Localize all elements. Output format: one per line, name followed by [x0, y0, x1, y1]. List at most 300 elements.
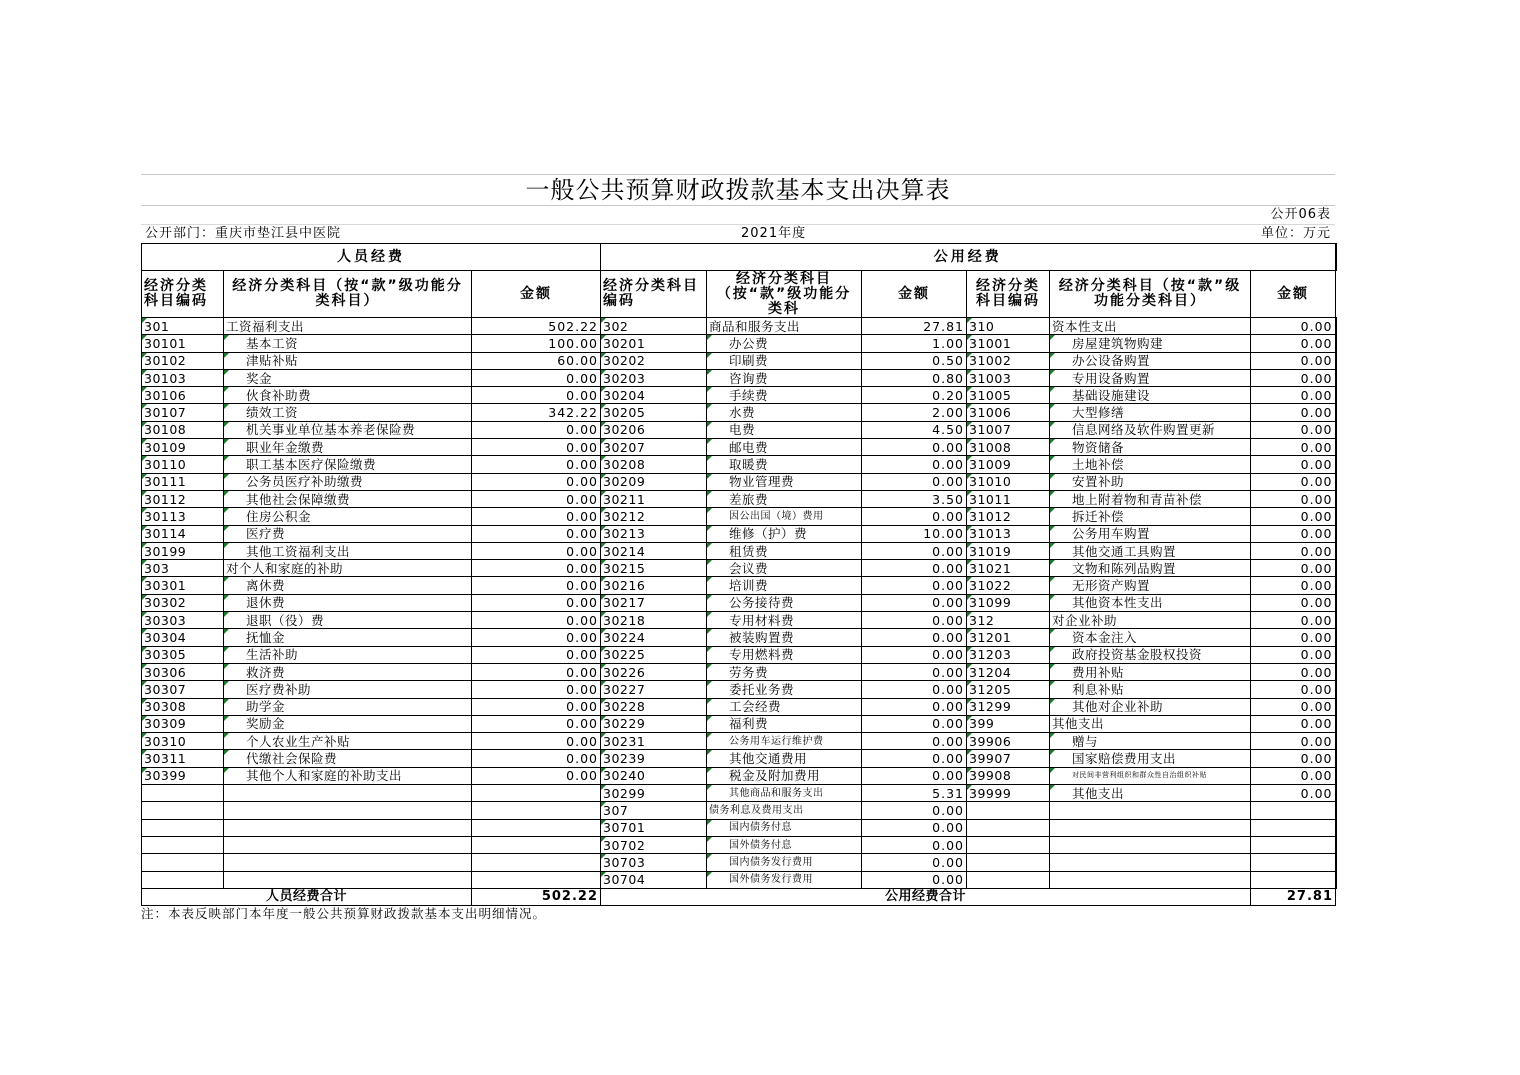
- public-name-cell: 因公出国（境）费用: [707, 508, 862, 525]
- public-code-cell: 307: [601, 802, 707, 819]
- table-row: [142, 456, 1336, 473]
- public-name-cell: 办公费: [707, 335, 862, 352]
- capital-amount-cell: 0.00: [1251, 421, 1336, 438]
- personnel-amount-cell: [472, 785, 601, 802]
- capital-amount-cell: 0.00: [1251, 646, 1336, 663]
- capital-name-cell: 政府投资基金股权投资: [1050, 646, 1251, 663]
- public-amount-cell: 0.00: [862, 663, 967, 680]
- capital-name-cell: 办公设备购置: [1050, 352, 1251, 369]
- personnel-code-cell: 30305: [142, 646, 224, 663]
- public-code-cell: 30208: [601, 456, 707, 473]
- personnel-name-cell: 其他工资福利支出: [224, 542, 472, 559]
- capital-name-cell: [1050, 836, 1251, 853]
- capital-amount-cell: 0.00: [1251, 698, 1336, 715]
- public-name-cell: 公务接待费: [707, 594, 862, 611]
- personnel-band: 人员经费: [142, 244, 601, 271]
- personnel-amount-cell: 0.00: [472, 421, 601, 438]
- public-name-cell: 邮电费: [707, 439, 862, 456]
- public-amount-cell: 0.00: [862, 612, 967, 629]
- personnel-code-cell: [142, 819, 224, 836]
- personnel-name-cell: 个人农业生产补贴: [224, 733, 472, 750]
- capital-amount-cell: [1251, 854, 1336, 871]
- table-row: [142, 508, 1336, 525]
- table-row: [142, 785, 1336, 802]
- public-name-cell: 印刷费: [707, 352, 862, 369]
- capital-code-cell: 31019: [967, 542, 1050, 559]
- personnel-name-cell: 救济费: [224, 663, 472, 680]
- capital-name-cell: 资本性支出: [1050, 318, 1251, 335]
- header-u-code: 经济分类科目编码: [601, 271, 707, 318]
- capital-name-cell: 其他支出: [1050, 715, 1251, 732]
- meta-row-1: [141, 206, 1335, 224]
- public-amount-cell: 0.00: [862, 646, 967, 663]
- personnel-name-cell: 医疗费: [224, 525, 472, 542]
- public-name-cell: 培训费: [707, 577, 862, 594]
- capital-code-cell: 31201: [967, 629, 1050, 646]
- capital-code-cell: 31006: [967, 404, 1050, 421]
- public-code-cell: 30224: [601, 629, 707, 646]
- capital-amount-cell: 0.00: [1251, 560, 1336, 577]
- capital-code-cell: 31007: [967, 421, 1050, 438]
- public-name-cell: 维修（护）费: [707, 525, 862, 542]
- capital-amount-cell: 0.00: [1251, 785, 1336, 802]
- capital-name-cell: [1050, 802, 1251, 819]
- table-row: [142, 594, 1336, 611]
- capital-name-cell: 文物和陈列品购置: [1050, 560, 1251, 577]
- capital-code-cell: 31002: [967, 352, 1050, 369]
- personnel-amount-cell: 0.00: [472, 750, 601, 767]
- public-code-cell: 30228: [601, 698, 707, 715]
- table-row: [142, 871, 1336, 888]
- capital-name-cell: 地上附着物和青苗补偿: [1050, 490, 1251, 507]
- personnel-code-cell: 30309: [142, 715, 224, 732]
- public-name-cell: 租赁费: [707, 542, 862, 559]
- table-row: [142, 854, 1336, 871]
- public-code-cell: 30202: [601, 352, 707, 369]
- capital-name-cell: 土地补偿: [1050, 456, 1251, 473]
- table-row: [142, 387, 1336, 404]
- meta-row-2: [141, 224, 1335, 243]
- table-row: [142, 335, 1336, 352]
- public-code-cell: 30703: [601, 854, 707, 871]
- table-row: [142, 577, 1336, 594]
- capital-code-cell: 39999: [967, 785, 1050, 802]
- public-amount-cell: 1.00: [862, 335, 967, 352]
- personnel-name-cell: 离休费: [224, 577, 472, 594]
- capital-amount-cell: 0.00: [1251, 629, 1336, 646]
- public-amount-cell: 0.00: [862, 698, 967, 715]
- personnel-name-cell: 基本工资: [224, 335, 472, 352]
- personnel-code-cell: 30304: [142, 629, 224, 646]
- header-p-name: 经济分类科目（按“款”级功能分类科目）: [224, 271, 472, 318]
- capital-code-cell: 31005: [967, 387, 1050, 404]
- capital-amount-cell: 0.00: [1251, 490, 1336, 507]
- capital-name-cell: [1050, 819, 1251, 836]
- capital-code-cell: 31205: [967, 681, 1050, 698]
- personnel-code-cell: [142, 854, 224, 871]
- personnel-amount-cell: [472, 836, 601, 853]
- personnel-amount-cell: 0.00: [472, 473, 601, 490]
- public-code-cell: 30201: [601, 335, 707, 352]
- public-total-label: 公用经费合计: [601, 888, 1251, 905]
- personnel-name-cell: 工资福利支出: [224, 318, 472, 335]
- personnel-amount-cell: 0.00: [472, 594, 601, 611]
- personnel-code-cell: [142, 836, 224, 853]
- personnel-code-cell: 301: [142, 318, 224, 335]
- personnel-name-cell: [224, 854, 472, 871]
- public-code-cell: 30215: [601, 560, 707, 577]
- public-code-cell: 30299: [601, 785, 707, 802]
- capital-amount-cell: 0.00: [1251, 733, 1336, 750]
- table-row: [142, 439, 1336, 456]
- capital-name-cell: 对企业补助: [1050, 612, 1251, 629]
- public-name-cell: 其他交通费用: [707, 750, 862, 767]
- table-row: [142, 646, 1336, 663]
- personnel-code-cell: 30307: [142, 681, 224, 698]
- capital-amount-cell: 0.00: [1251, 439, 1336, 456]
- public-amount-cell: 0.00: [862, 473, 967, 490]
- capital-code-cell: 31299: [967, 698, 1050, 715]
- table-row: [142, 802, 1336, 819]
- capital-amount-cell: 0.00: [1251, 456, 1336, 473]
- header-c-code: 经济分类科目编码: [967, 271, 1050, 318]
- personnel-name-cell: 其他个人和家庭的补助支出: [224, 767, 472, 784]
- public-amount-cell: 5.31: [862, 785, 967, 802]
- personnel-name-cell: [224, 836, 472, 853]
- capital-code-cell: 31009: [967, 456, 1050, 473]
- personnel-code-cell: 30308: [142, 698, 224, 715]
- public-code-cell: 30704: [601, 871, 707, 888]
- capital-amount-cell: 0.00: [1251, 352, 1336, 369]
- capital-name-cell: [1050, 854, 1251, 871]
- personnel-code-cell: 30310: [142, 733, 224, 750]
- public-amount-cell: 0.00: [862, 560, 967, 577]
- capital-name-cell: 大型修缮: [1050, 404, 1251, 421]
- capital-code-cell: 31204: [967, 663, 1050, 680]
- capital-code-cell: 31011: [967, 490, 1050, 507]
- personnel-name-cell: 机关事业单位基本养老保险费: [224, 421, 472, 438]
- personnel-amount-cell: 0.00: [472, 698, 601, 715]
- personnel-amount-cell: 0.00: [472, 681, 601, 698]
- table-row: [142, 542, 1336, 559]
- public-name-cell: 国外债务付息: [707, 836, 862, 853]
- header-u-amount: 金额: [862, 271, 967, 318]
- capital-code-cell: [967, 819, 1050, 836]
- capital-code-cell: [967, 871, 1050, 888]
- personnel-code-cell: 30110: [142, 456, 224, 473]
- public-amount-cell: 0.00: [862, 577, 967, 594]
- public-name-cell: 水费: [707, 404, 862, 421]
- personnel-code-cell: 30109: [142, 439, 224, 456]
- personnel-amount-cell: 0.00: [472, 387, 601, 404]
- year-label: 2021年度: [741, 226, 807, 241]
- capital-code-cell: 31001: [967, 335, 1050, 352]
- capital-amount-cell: 0.00: [1251, 542, 1336, 559]
- public-code-cell: 30211: [601, 490, 707, 507]
- personnel-code-cell: 30306: [142, 663, 224, 680]
- public-code-cell: 30229: [601, 715, 707, 732]
- public-name-cell: 委托业务费: [707, 681, 862, 698]
- capital-name-cell: [1050, 871, 1251, 888]
- personnel-amount-cell: 0.00: [472, 612, 601, 629]
- public-amount-cell: 27.81: [862, 318, 967, 335]
- capital-code-cell: 31012: [967, 508, 1050, 525]
- capital-name-cell: 基础设施建设: [1050, 387, 1251, 404]
- public-code-cell: 30227: [601, 681, 707, 698]
- capital-name-cell: 资本金注入: [1050, 629, 1251, 646]
- public-amount-cell: 0.00: [862, 629, 967, 646]
- capital-name-cell: 拆迁补偿: [1050, 508, 1251, 525]
- personnel-code-cell: [142, 802, 224, 819]
- table-row: [142, 629, 1336, 646]
- personnel-name-cell: 住房公积金: [224, 508, 472, 525]
- capital-name-cell: 安置补助: [1050, 473, 1251, 490]
- personnel-name-cell: 津贴补贴: [224, 352, 472, 369]
- public-name-cell: 差旅费: [707, 490, 862, 507]
- table-number: 公开06表: [1270, 207, 1331, 222]
- public-code-cell: 30702: [601, 836, 707, 853]
- personnel-name-cell: 生活补助: [224, 646, 472, 663]
- personnel-amount-cell: 0.00: [472, 646, 601, 663]
- capital-name-cell: 无形资产购置: [1050, 577, 1251, 594]
- capital-code-cell: 31013: [967, 525, 1050, 542]
- table-row: [142, 560, 1336, 577]
- capital-name-cell: 其他支出: [1050, 785, 1251, 802]
- capital-amount-cell: [1251, 871, 1336, 888]
- personnel-name-cell: 退休费: [224, 594, 472, 611]
- public-amount-cell: 0.00: [862, 819, 967, 836]
- personnel-amount-cell: 0.00: [472, 733, 601, 750]
- capital-amount-cell: 0.00: [1251, 387, 1336, 404]
- capital-name-cell: 国家赔偿费用支出: [1050, 750, 1251, 767]
- capital-code-cell: 39907: [967, 750, 1050, 767]
- personnel-code-cell: 30399: [142, 767, 224, 784]
- personnel-amount-cell: 0.00: [472, 542, 601, 559]
- public-code-cell: 302: [601, 318, 707, 335]
- personnel-amount-cell: 0.00: [472, 456, 601, 473]
- public-amount-cell: 0.00: [862, 542, 967, 559]
- personnel-name-cell: 奖金: [224, 369, 472, 386]
- personnel-name-cell: 医疗费补助: [224, 681, 472, 698]
- header-u-name: 经济分类科目（按“款”级功能分类科: [707, 271, 862, 318]
- capital-amount-cell: [1251, 819, 1336, 836]
- public-name-cell: 会议费: [707, 560, 862, 577]
- capital-code-cell: 31010: [967, 473, 1050, 490]
- personnel-code-cell: 30101: [142, 335, 224, 352]
- public-amount-cell: 0.00: [862, 767, 967, 784]
- capital-name-cell: 费用补贴: [1050, 663, 1251, 680]
- personnel-name-cell: [224, 785, 472, 802]
- public-name-cell: 被装购置费: [707, 629, 862, 646]
- capital-code-cell: 31003: [967, 369, 1050, 386]
- capital-code-cell: 312: [967, 612, 1050, 629]
- table-row: [142, 421, 1336, 438]
- public-amount-cell: 0.00: [862, 802, 967, 819]
- personnel-name-cell: 公务员医疗补助缴费: [224, 473, 472, 490]
- public-amount-cell: 0.20: [862, 387, 967, 404]
- public-code-cell: 30239: [601, 750, 707, 767]
- personnel-amount-cell: 342.22: [472, 404, 601, 421]
- table-row: [142, 715, 1336, 732]
- capital-code-cell: 31099: [967, 594, 1050, 611]
- personnel-amount-cell: 0.00: [472, 525, 601, 542]
- public-code-cell: 30216: [601, 577, 707, 594]
- public-name-cell: 专用燃料费: [707, 646, 862, 663]
- personnel-name-cell: 其他社会保障缴费: [224, 490, 472, 507]
- personnel-code-cell: 30102: [142, 352, 224, 369]
- capital-code-cell: 31008: [967, 439, 1050, 456]
- public-amount-cell: 0.80: [862, 369, 967, 386]
- public-amount-cell: 0.00: [862, 681, 967, 698]
- capital-name-cell: 其他对企业补助: [1050, 698, 1251, 715]
- capital-amount-cell: 0.00: [1251, 663, 1336, 680]
- personnel-amount-cell: [472, 819, 601, 836]
- personnel-amount-cell: [472, 802, 601, 819]
- personnel-amount-cell: 0.00: [472, 490, 601, 507]
- capital-amount-cell: 0.00: [1251, 335, 1336, 352]
- personnel-code-cell: 30114: [142, 525, 224, 542]
- table-row: [142, 819, 1336, 836]
- personnel-code-cell: 30106: [142, 387, 224, 404]
- public-name-cell: 咨询费: [707, 369, 862, 386]
- personnel-amount-cell: 0.00: [472, 715, 601, 732]
- public-amount-cell: 2.00: [862, 404, 967, 421]
- budget-table: [141, 243, 1337, 906]
- public-name-cell: 劳务费: [707, 663, 862, 680]
- capital-amount-cell: 0.00: [1251, 681, 1336, 698]
- public-code-cell: 30207: [601, 439, 707, 456]
- capital-code-cell: [967, 854, 1050, 871]
- public-code-cell: 30212: [601, 508, 707, 525]
- public-code-cell: 30240: [601, 767, 707, 784]
- capital-amount-cell: 0.00: [1251, 715, 1336, 732]
- personnel-amount-cell: 0.00: [472, 767, 601, 784]
- table-row: [142, 767, 1336, 784]
- public-amount-cell: 4.50: [862, 421, 967, 438]
- personnel-name-cell: 对个人和家庭的补助: [224, 560, 472, 577]
- personnel-name-cell: 伙食补助费: [224, 387, 472, 404]
- unit-label: 单位：万元: [1260, 226, 1331, 241]
- personnel-code-cell: 30111: [142, 473, 224, 490]
- personnel-code-cell: 30311: [142, 750, 224, 767]
- public-name-cell: 电费: [707, 421, 862, 438]
- personnel-amount-cell: 0.00: [472, 560, 601, 577]
- personnel-amount-cell: 0.00: [472, 508, 601, 525]
- public-code-cell: 30209: [601, 473, 707, 490]
- personnel-code-cell: 30112: [142, 490, 224, 507]
- capital-code-cell: 39908: [967, 767, 1050, 784]
- capital-amount-cell: 0.00: [1251, 750, 1336, 767]
- budget-sheet: [141, 174, 1335, 922]
- personnel-amount-cell: [472, 871, 601, 888]
- header-c-name: 经济分类科目（按“款”级功能分类科目）: [1050, 271, 1251, 318]
- personnel-code-cell: [142, 871, 224, 888]
- personnel-total-label: 人员经费合计: [142, 888, 472, 905]
- public-code-cell: 30217: [601, 594, 707, 611]
- table-row: [142, 369, 1336, 386]
- capital-name-cell: 其他交通工具购置: [1050, 542, 1251, 559]
- personnel-amount-cell: [472, 854, 601, 871]
- capital-name-cell: 公务用车购置: [1050, 525, 1251, 542]
- personnel-code-cell: 30103: [142, 369, 224, 386]
- table-row: [142, 490, 1336, 507]
- public-name-cell: 公务用车运行维护费: [707, 733, 862, 750]
- public-name-cell: 福利费: [707, 715, 862, 732]
- capital-amount-cell: 0.00: [1251, 369, 1336, 386]
- public-name-cell: 税金及附加费用: [707, 767, 862, 784]
- public-name-cell: 其他商品和服务支出: [707, 785, 862, 802]
- capital-code-cell: [967, 802, 1050, 819]
- capital-amount-cell: [1251, 836, 1336, 853]
- table-row: [142, 525, 1336, 542]
- personnel-name-cell: 助学金: [224, 698, 472, 715]
- public-amount-cell: 0.00: [862, 439, 967, 456]
- public-amount-cell: 0.00: [862, 750, 967, 767]
- public-amount-cell: 0.00: [862, 594, 967, 611]
- capital-amount-cell: 0.00: [1251, 525, 1336, 542]
- capital-amount-cell: [1251, 802, 1336, 819]
- capital-amount-cell: 0.00: [1251, 577, 1336, 594]
- public-name-cell: 取暖费: [707, 456, 862, 473]
- public-amount-cell: 0.00: [862, 715, 967, 732]
- table-row: [142, 612, 1336, 629]
- public-amount-cell: 0.50: [862, 352, 967, 369]
- capital-amount-cell: 0.00: [1251, 767, 1336, 784]
- header-p-amount: 金额: [472, 271, 601, 318]
- personnel-amount-cell: 100.00: [472, 335, 601, 352]
- personnel-name-cell: 职工基本医疗保险缴费: [224, 456, 472, 473]
- personnel-amount-cell: 0.00: [472, 663, 601, 680]
- public-name-cell: 国内债务付息: [707, 819, 862, 836]
- table-row: [142, 733, 1336, 750]
- capital-name-cell: 房屋建筑物购建: [1050, 335, 1251, 352]
- public-name-cell: 商品和服务支出: [707, 318, 862, 335]
- public-amount-cell: 3.50: [862, 490, 967, 507]
- capital-code-cell: 310: [967, 318, 1050, 335]
- personnel-name-cell: [224, 871, 472, 888]
- public-name-cell: 国内债务发行费用: [707, 854, 862, 871]
- header-c-amount: 金额: [1251, 271, 1336, 318]
- capital-amount-cell: 0.00: [1251, 612, 1336, 629]
- capital-code-cell: 31022: [967, 577, 1050, 594]
- table-row: [142, 318, 1336, 335]
- public-amount-cell: 0.00: [862, 836, 967, 853]
- capital-name-cell: 利息补贴: [1050, 681, 1251, 698]
- capital-code-cell: 399: [967, 715, 1050, 732]
- public-name-cell: 物业管理费: [707, 473, 862, 490]
- public-code-cell: 30206: [601, 421, 707, 438]
- capital-amount-cell: 0.00: [1251, 404, 1336, 421]
- capital-amount-cell: 0.00: [1251, 594, 1336, 611]
- personnel-name-cell: [224, 802, 472, 819]
- capital-name-cell: 对民间非营利组织和群众性自治组织补贴: [1050, 767, 1251, 784]
- table-row: [142, 404, 1336, 421]
- personnel-code-cell: 30303: [142, 612, 224, 629]
- public-code-cell: 30205: [601, 404, 707, 421]
- personnel-name-cell: 退职（役）费: [224, 612, 472, 629]
- personnel-amount-cell: 60.00: [472, 352, 601, 369]
- capital-code-cell: 31203: [967, 646, 1050, 663]
- public-name-cell: 工会经费: [707, 698, 862, 715]
- personnel-code-cell: 30199: [142, 542, 224, 559]
- public-name-cell: 手续费: [707, 387, 862, 404]
- capital-name-cell: 其他资本性支出: [1050, 594, 1251, 611]
- personnel-code-cell: [142, 785, 224, 802]
- personnel-name-cell: 职业年金缴费: [224, 439, 472, 456]
- personnel-code-cell: 30108: [142, 421, 224, 438]
- personnel-name-cell: [224, 819, 472, 836]
- public-amount-cell: 0.00: [862, 733, 967, 750]
